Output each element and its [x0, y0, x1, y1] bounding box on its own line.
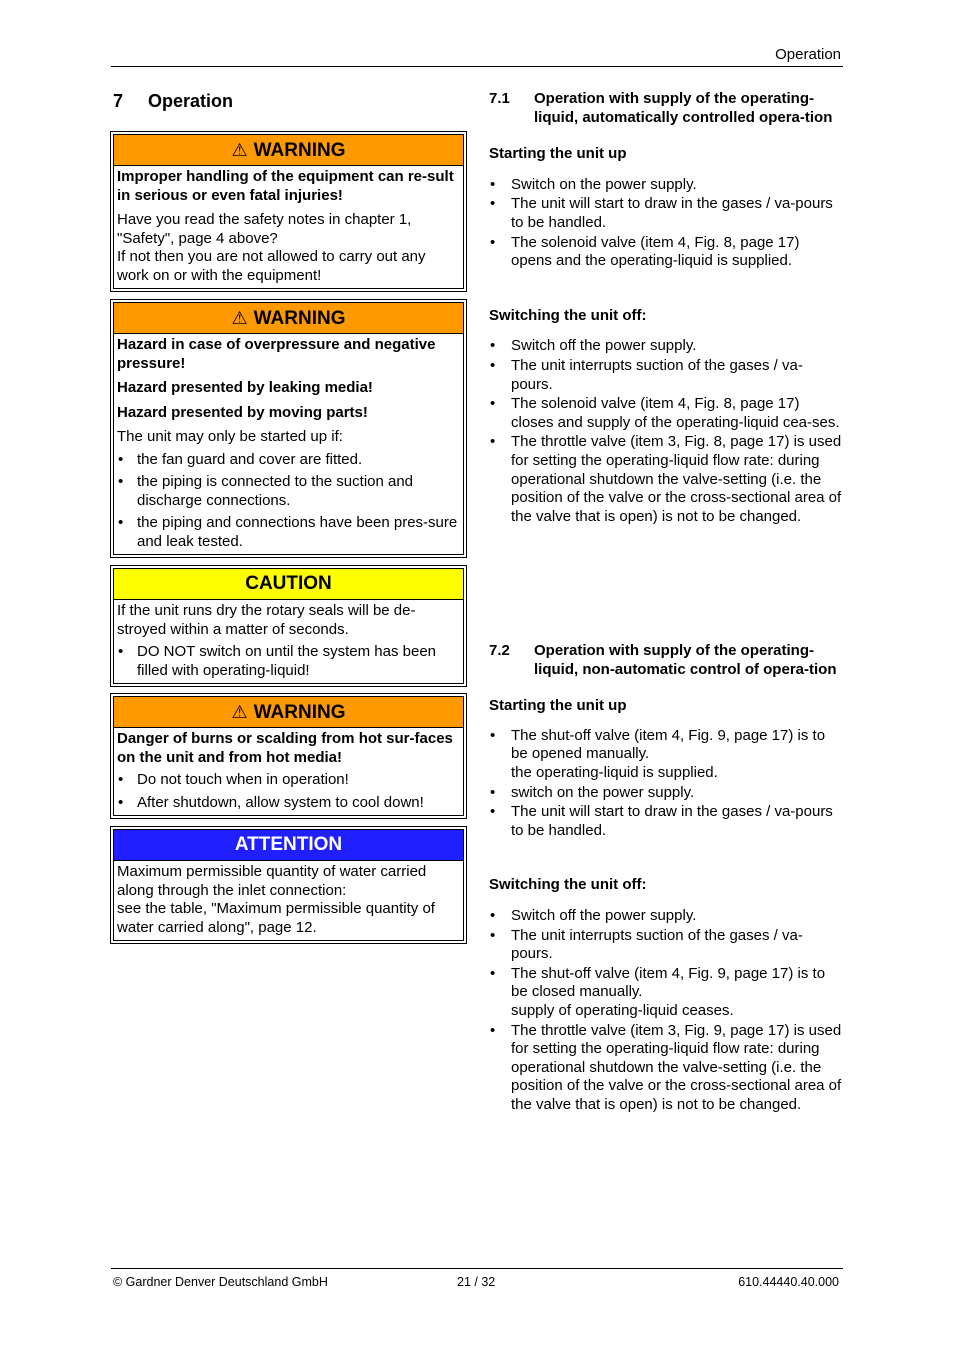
list-item: • The solenoid valve (item 4, Fig. 8, page 17) opens and the operating-liquid is supplied.: [489, 234, 843, 271]
attention-text: see the table, "Maximum permissible quantity of water carried along", page 12.: [117, 900, 435, 936]
list-item-text: switch on the power supply.: [511, 783, 695, 801]
list-item-text: The unit interrupts suction of the gases / va-pours.: [511, 926, 803, 963]
list-item-text: The throttle valve (item 3, Fig. 9, page 17) is used for setting the operating-liquid flow rate: during operational shutdown the valve-setting (i.e. the position of the valve or the cross-sectional area of the valve that is open) is not to be changed.: [511, 1021, 842, 1113]
warning-list: [117, 451, 460, 552]
list-item: • The unit will start to draw in the gases / va-pours to be handled.: [489, 195, 843, 232]
caution-header: [114, 569, 463, 600]
warning-title: WARNING: [253, 308, 346, 329]
warning-triangle-icon: ⚠: [231, 140, 248, 160]
warning-bold-text: Hazard presented by leaking media!: [117, 379, 373, 396]
section-title: Operation with supply of the operating-liquid, non-automatic control of opera-tion: [534, 642, 837, 678]
warning-bold-text: Danger of burns or scalding from hot sur-faces on the unit and from hot media!: [117, 730, 453, 766]
section-7-2: [489, 642, 843, 1115]
list-item: • Switch off the power supply.: [489, 337, 843, 356]
warning-header: [114, 697, 463, 728]
stop-steps-list: [489, 907, 843, 1115]
warning-title: WARNING: [253, 702, 346, 723]
warning-box-pressure: [110, 299, 467, 558]
list-item: [489, 727, 843, 783]
header-rule: [111, 66, 843, 67]
list-item: • Switch on the power supply.: [489, 176, 843, 195]
warning-header: [114, 135, 463, 166]
list-item: [489, 784, 843, 803]
caution-text: If the unit runs dry the rotary seals will be de-stroyed within a matter of seconds.: [117, 602, 416, 638]
footer-copyright: © Gardner Denver Deutschland GmbH: [113, 1275, 328, 1289]
section-heading: [489, 90, 843, 127]
warning-header: [114, 303, 463, 334]
warning-bold-text: Improper handling of the equipment can re-sult in serious or even fatal injuries!: [117, 168, 454, 204]
list-item: [489, 965, 843, 1021]
running-header: Operation: [775, 46, 841, 63]
section-number: 7.2: [489, 642, 510, 659]
list-item-text: The shut-off valve (item 4, Fig. 9, page 17) is to be closed manually.: [511, 964, 826, 1001]
subheading-stop: Switching the unit off:: [489, 306, 647, 324]
attention-text: Maximum permissible quantity of water carried along through the inlet connection:: [117, 863, 427, 899]
list-item: • DO NOT switch on until the system has been filled with operating-liquid!: [117, 643, 460, 680]
footer-document-number: 610.44440.40.000: [738, 1275, 839, 1289]
section-heading: [489, 642, 843, 679]
warning-list: [117, 771, 460, 812]
caution-list: [117, 643, 460, 680]
section-7-1: [489, 90, 843, 527]
warning-triangle-icon: ⚠: [231, 308, 248, 328]
list-item-note: the operating-liquid is supplied.: [511, 763, 718, 781]
chapter-heading: [113, 91, 233, 112]
attention-box: [110, 826, 467, 944]
section-title: Operation with supply of the operating-liquid, automatically controlled opera-tion: [534, 90, 833, 126]
start-steps-list: [489, 727, 843, 841]
chapter-title: Operation: [148, 91, 234, 111]
list-item-text: Switch off the power supply.: [511, 906, 697, 924]
attention-header: [114, 830, 463, 861]
list-item: • the piping and connections have been pres-sure and leak tested.: [117, 514, 460, 551]
caution-box: [110, 565, 467, 687]
caution-title: CAUTION: [245, 573, 332, 594]
list-item-text: The unit will start to draw in the gases / va-pours to be handled.: [511, 803, 833, 839]
footer-rule: [111, 1268, 843, 1269]
list-item: • The unit interrupts suction of the gases / va-pours.: [489, 357, 843, 394]
warning-box-improper-handling: [110, 131, 467, 292]
section-number: 7.1: [489, 90, 510, 107]
list-item-text: The shut-off valve (item 4, Fig. 9, page 17) is to be opened manually.: [511, 726, 826, 763]
list-item: [489, 927, 843, 964]
footer-page-number: 21 / 32: [457, 1275, 496, 1289]
warning-bold-text: Hazard in case of overpressure and negative pressure!: [117, 336, 436, 372]
list-item: • The throttle valve (item 3, Fig. 8, page 17) is used for setting the operating-liquid flow rate: during operational shutdown the valve-setting (i.e. the position of the valve or the cross-sectional area of the valve that is open) is not to be changed.: [489, 433, 843, 526]
warning-triangle-icon: ⚠: [231, 702, 248, 722]
warning-box-burns: [110, 693, 467, 819]
stop-steps-list: [489, 337, 843, 526]
list-item: [489, 803, 843, 840]
warning-text: Have you read the safety notes in chapter 1, "Safety", page 4 above?: [117, 211, 412, 247]
warning-text: If not then you are not allowed to carry out any work on or with the equipment!: [117, 248, 426, 284]
start-steps-list: [489, 176, 843, 271]
list-item-note: supply of operating-liquid ceases.: [511, 1001, 734, 1019]
list-item: • After shutdown, allow system to cool down!: [117, 794, 460, 813]
list-item: • the fan guard and cover are fitted.: [117, 451, 460, 470]
list-item: • The solenoid valve (item 4, Fig. 8, page 17) closes and supply of the operating-liquid cea-ses.: [489, 395, 843, 432]
subheading-start: Starting the unit up: [489, 145, 627, 163]
warning-bold-text: Hazard presented by moving parts!: [117, 403, 368, 421]
list-item: • the piping is connected to the suction and discharge connections.: [117, 473, 460, 510]
warning-intro: The unit may only be started up if:: [117, 428, 343, 445]
list-item: • Do not touch when in operation!: [117, 771, 460, 790]
list-item: [489, 907, 843, 926]
subheading-stop: Switching the unit off:: [489, 876, 647, 894]
warning-title: WARNING: [253, 140, 346, 161]
subheading-start: Starting the unit up: [489, 697, 627, 715]
list-item: [489, 1022, 843, 1115]
chapter-number: 7: [113, 91, 124, 111]
attention-title: ATTENTION: [234, 834, 343, 855]
